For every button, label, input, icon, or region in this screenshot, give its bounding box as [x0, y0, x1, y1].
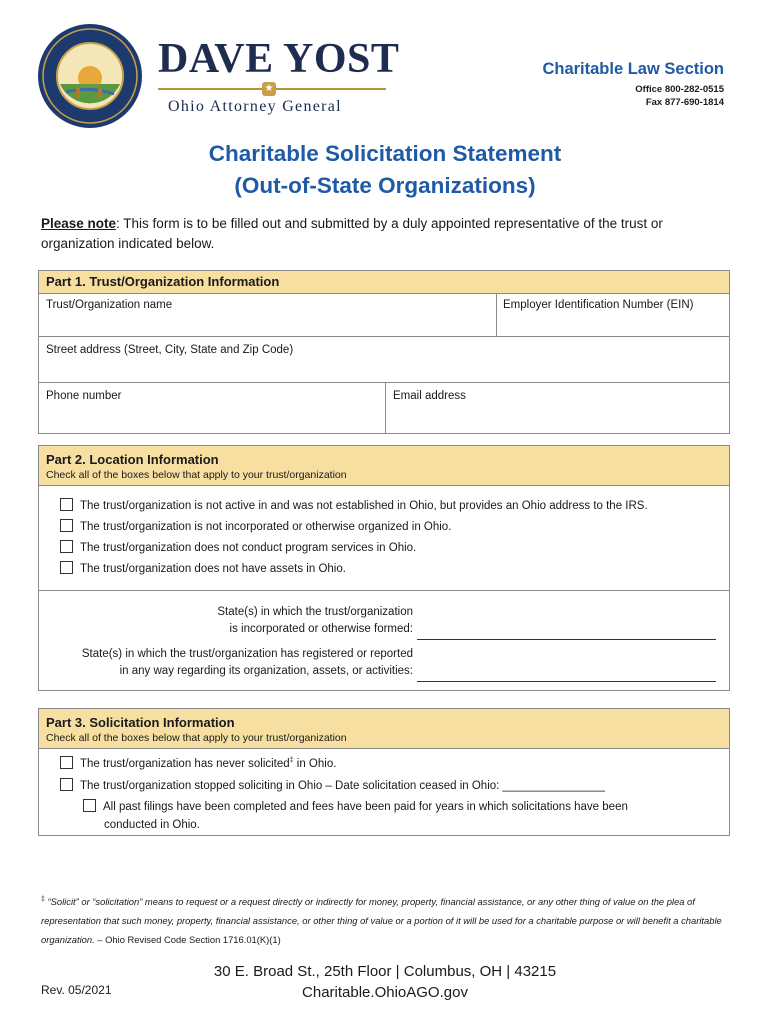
office-phone: Office 800-282-0515	[635, 84, 724, 95]
agency-subtitle: Ohio Attorney General	[168, 98, 342, 115]
part1-title: Part 1. Trust/Organization Information	[46, 274, 280, 289]
part3-title: Part 3. Solicitation Information	[46, 715, 235, 730]
incorporated-states-input[interactable]	[417, 639, 716, 640]
form-subtitle: (Out-of-State Organizations)	[234, 173, 536, 198]
part2-subtitle: Check all of the boxes below that apply to your trust/organization	[46, 469, 347, 481]
street-address-field[interactable]	[39, 337, 729, 383]
email-label: Email address	[393, 390, 466, 402]
form-title: Charitable Solicitation Statement	[208, 141, 562, 166]
star-icon: ★	[262, 82, 276, 96]
checkbox[interactable]	[60, 561, 73, 574]
ein-field[interactable]	[497, 293, 729, 337]
never-solicited-option[interactable]: The trust/organization has never solicited‡ in Ohio.	[60, 756, 336, 770]
phone-label: Phone number	[46, 390, 122, 402]
part3-section	[38, 708, 730, 836]
note-text: : This form is to be filled out and submitted by a duly appointed representative of the trust or organization indicated below.	[41, 216, 663, 251]
part2-section	[38, 445, 730, 691]
ein-label: Employer Identification Number (EIN)	[503, 299, 694, 311]
org-name-label: Trust/Organization name	[46, 299, 173, 311]
registered-label: State(s) in which the trust/organization has registered or reported in any way regarding its organization, assets, or activities:	[81, 648, 413, 677]
divider	[39, 590, 729, 591]
section-name: Charitable Law Section	[542, 60, 724, 78]
fax-number: Fax 877-690-1814	[645, 97, 724, 108]
note-label: Please note	[41, 216, 117, 231]
checkbox[interactable]	[60, 778, 73, 791]
location-option-2[interactable]: The trust/organization is not incorporated or otherwise organized in Ohio.	[60, 519, 451, 533]
past-filings-option[interactable]: All past filings have been completed and fees have been paid for years in which solicitations have been conducted in Ohio.	[83, 798, 628, 834]
revision-date: Rev. 05/2021	[41, 983, 112, 997]
location-option-3[interactable]: The trust/organization does not conduct program services in Ohio.	[60, 540, 416, 554]
incorporated-label: State(s) in which the trust/organization is incorporated or otherwise formed:	[217, 606, 413, 635]
phone-field[interactable]	[39, 383, 386, 433]
part3-subtitle: Check all of the boxes below that apply to your trust/organization	[46, 732, 347, 744]
footnote: ‡ “Solicit” or “solicitation” means to request or a request directly or indirectly for money, property, financial assistance, or any other thing of value on the plea of representation that such money, property, financial assistance, or other thing of value or a portion of it will be used for a charitable purpose or will benefit a charitable organization. – Ohio Revised Code Section 1716.01(K)(1)	[41, 896, 722, 946]
location-option-4[interactable]: The trust/organization does not have assets in Ohio.	[60, 561, 346, 575]
part2-title: Part 2. Location Information	[46, 452, 219, 467]
agency-name: DAVE YOST	[158, 36, 400, 82]
part1-section	[38, 270, 730, 434]
footer-address: 30 E. Broad St., 25th Floor | Columbus, OH | 43215	[213, 963, 557, 980]
checkbox[interactable]	[60, 498, 73, 511]
checkbox[interactable]	[83, 799, 96, 812]
location-option-1[interactable]: The trust/organization is not active in and was not established in Ohio, but provides an Ohio address to the IRS.	[60, 498, 648, 512]
state-seal-logo	[36, 22, 144, 130]
street-address-label: Street address (Street, City, State and Zip Code)	[46, 344, 294, 356]
footer-website: Charitable.OhioAGO.gov	[302, 984, 468, 1001]
checkbox[interactable]	[60, 540, 73, 553]
stopped-soliciting-option[interactable]: The trust/organization stopped soliciting in Ohio – Date solicitation ceased in Ohio: ________________	[60, 778, 605, 792]
checkbox[interactable]	[60, 519, 73, 532]
instruction-note	[41, 214, 721, 254]
checkbox[interactable]	[60, 756, 73, 769]
email-field[interactable]	[386, 383, 729, 433]
registered-states-input[interactable]	[417, 681, 716, 682]
org-name-field[interactable]	[39, 293, 497, 337]
footnote-mark: ‡	[289, 757, 294, 765]
